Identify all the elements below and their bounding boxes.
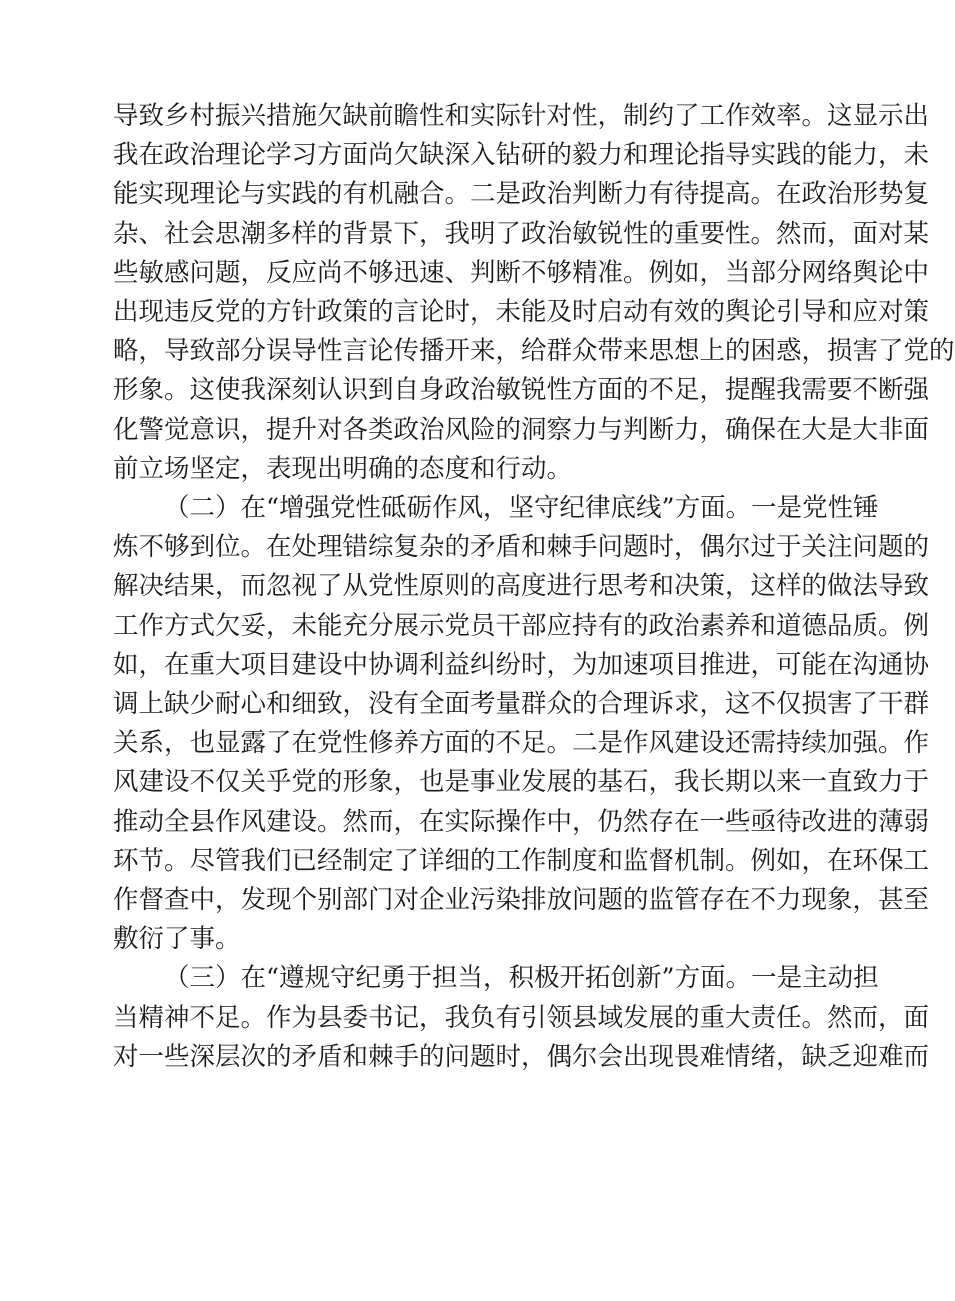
text-line: 出现违反党的方针政策的言论时，未能及时启动有效的舆论引导和应对策 [113,297,930,328]
text-line: 环节。尽管我们已经制定了详细的工作制度和监督机制。例如，在环保工 [113,845,930,876]
text-line: 略，导致部分误导性言论传播开来，给群众带来思想上的困惑，损害了党的 [113,336,955,367]
text-line: 解决结果，而忽视了从党性原则的高度进行思考和决策，这样的做法导致 [113,571,930,602]
text-line: 些敏感问题，反应尚不够迅速、判断不够精准。例如，当部分网络舆论中 [113,257,930,288]
text-line: 风建设不仅关乎党的形象，也是事业发展的基石，我长期以来一直致力于 [113,767,930,798]
text-line: 敷衍了事。 [113,924,241,955]
text-line: 我在政治理论学习方面尚欠缺深入钻研的毅力和理论指导实践的能力，未 [113,140,930,171]
text-line: 化警觉意识，提升对各类政治风险的洞察力与判断力，确保在大是大非面 [113,414,930,445]
text-line: 作督查中，发现个别部门对企业污染排放问题的监管存在不力现象，甚至 [113,885,930,916]
text-line: 关系，也显露了在党性修养方面的不足。二是作风建设还需持续加强。作 [113,728,930,759]
text-line: 调上缺少耐心和细致，没有全面考量群众的合理诉求，这不仅损害了干群 [113,689,930,720]
text-line: 炼不够到位。在处理错综复杂的矛盾和棘手问题时，偶尔过于关注问题的 [113,532,930,563]
text-line: 如，在重大项目建设中协调利益纠纷时，为加速项目推进，可能在沟通协 [113,649,930,680]
paragraph-2 [113,489,930,959]
text-line: （二）在“增强党性砥砺作风，坚守纪律底线”方面。一是党性锤 [164,493,879,524]
paragraph-1 [113,97,955,489]
text-line: 能实现理论与实践的有机融合。二是政治判断力有待提高。在政治形势复 [113,179,930,210]
text-line: 形象。这使我深刻认识到自身政治敏锐性方面的不足，提醒我需要不断强 [113,375,930,406]
text-line: 推动全县作风建设。然而，在实际操作中，仍然存在一些亟待改进的薄弱 [113,806,930,837]
text-line: （三）在“遵规守纪勇于担当，积极开拓创新”方面。一是主动担 [164,963,879,994]
text-line: 对一些深层次的矛盾和棘手的问题时，偶尔会出现畏难情绪，缺乏迎难而 [113,1041,930,1072]
text-line: 当精神不足。作为县委书记，我负有引领县域发展的重大责任。然而，面 [113,1002,930,1033]
text-line: 工作方式欠妥，未能充分展示党员干部应持有的政治素养和道德品质。例 [113,610,930,641]
text-line: 导致乡村振兴措施欠缺前瞻性和实际针对性，制约了工作效率。这显示出 [113,101,930,131]
paragraph-3 [113,959,930,1077]
text-line: 杂、社会思潮多样的背景下，我明了政治敏锐性的重要性。然而，面对某 [113,218,930,249]
text-line: 前立场坚定，表现出明确的态度和行动。 [113,453,573,484]
body-text [113,97,955,1077]
